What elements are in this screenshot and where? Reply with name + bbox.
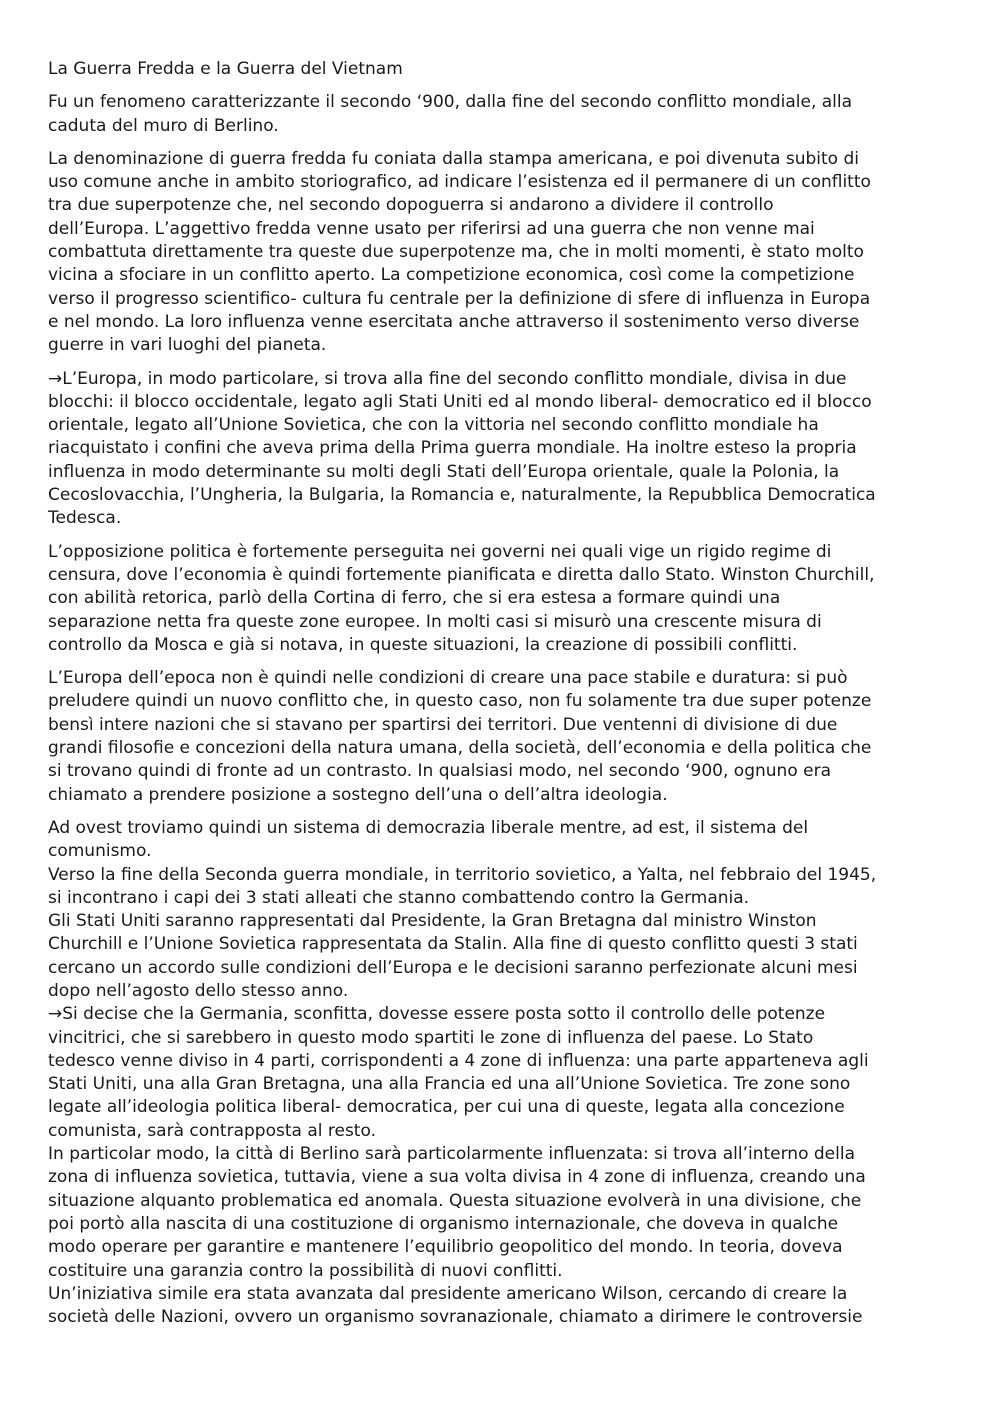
- text-line: blocchi: il blocco occidentale, legato agli Stati Uniti ed al mondo liberal- democratico ed il blocco: [48, 391, 872, 412]
- document-body: [48, 91, 952, 1329]
- text-line: e nel mondo. La loro influenza venne esercitata anche attraverso il sostenimento verso diverse: [48, 311, 860, 332]
- text-line: orientale, legato all’Unione Sovietica, che con la vittoria nel secondo conflitto mondiale ha: [48, 415, 819, 436]
- text-line: società delle Nazioni, ovvero un organismo sovranazionale, chiamato a dirimere le controversie: [48, 1307, 863, 1328]
- text-line: Verso la fine della Seconda guerra mondiale, in territorio sovietico, a Yalta, nel febbraio del 1945,: [48, 864, 877, 885]
- paragraph: [48, 541, 952, 657]
- text-line: modo operare per garantire e mantenere l’equilibrio geopolitico del mondo. In teoria, doveva: [48, 1237, 843, 1258]
- text-line: uso comune anche in ambito storiografico, ad indicare l’esistenza ed il permanere di un conflitto: [48, 172, 871, 193]
- paragraph: [48, 817, 952, 1330]
- text-line: influenza in modo determinante su molti degli Stati dell’Europa orientale, quale la Polonia, la: [48, 461, 840, 482]
- text-line: dopo nell’agosto dello stesso anno.: [48, 980, 349, 1001]
- text-line: verso il progresso scientifico- cultura fu centrale per la definizione di sfere di influenza in Europa: [48, 288, 871, 309]
- text-line: tra due superpotenze che, nel secondo dopoguerra si andarono a dividere il controllo: [48, 195, 774, 216]
- text-line: chiamato a prendere posizione a sostegno dell’una o dell’altra ideologia.: [48, 784, 668, 805]
- text-line: censura, dove l’economia è quindi fortemente pianificata e diretta dallo Stato. Winston Churchill,: [48, 564, 875, 585]
- paragraph: [48, 368, 952, 531]
- text-line: vincitrici, che si sarebbero in questo modo spartiti le zone di influenza del paese. Lo Stato: [48, 1027, 814, 1048]
- text-line: comunismo.: [48, 841, 152, 862]
- text-line: situazione alquanto problematica ed anomala. Questa situazione evolverà in una divisione, che: [48, 1190, 862, 1211]
- text-line: tedesco venne diviso in 4 parti, corrispondenti a 4 zone di influenza: una parte apparteneva agli: [48, 1050, 869, 1071]
- text-line: Cecoslovacchia, l’Ungheria, la Bulgaria, la Romancia e, naturalmente, la Repubblica Democratica: [48, 485, 876, 506]
- text-line: In particolar modo, la città di Berlino sarà particolarmente influenzata: si trova all’interno della: [48, 1144, 856, 1165]
- text-line: vicina a sfociare in un conflitto aperto. La competizione economica, così come la competizione: [48, 265, 855, 286]
- text-line: combattuta direttamente tra queste due superpotenze ma, che in molti momenti, è stato molto: [48, 242, 864, 263]
- text-line: grandi filosofie e concezioni della natura umana, della società, dell’economia e della politica che: [48, 738, 872, 759]
- text-line: riacquistato i confini che aveva prima della Prima guerra mondiale. Ha inoltre esteso la propria: [48, 438, 857, 459]
- text-line: guerre in vari luoghi del pianeta.: [48, 335, 327, 356]
- text-line: preludere quindi un nuovo conflitto che, in questo caso, non fu solamente tra due super potenze: [48, 691, 872, 712]
- text-line: poi portò alla nascita di una costituzione di organismo internazionale, che doveva in qualche: [48, 1213, 839, 1234]
- document-title: La Guerra Fredda e la Guerra del Vietnam: [48, 59, 403, 79]
- text-line: L’Europa dell’epoca non è quindi nelle condizioni di creare una pace stabile e duratura: si può: [48, 668, 848, 689]
- text-line: si incontrano i capi dei 3 stati alleati che stanno combattendo contro la Germania.: [48, 887, 750, 908]
- text-line: →Si decise che la Germania, sconfitta, dovesse essere posta sotto il controllo delle potenze: [48, 1004, 826, 1025]
- paragraph: [48, 148, 952, 358]
- text-line: Churchill e l’Unione Sovietica rappresentata da Stalin. Alla fine di questo conflitto questi 3 stati: [48, 934, 858, 955]
- text-line: L’opposizione politica è fortemente perseguita nei governi nei quali vige un rigido regime di: [48, 541, 832, 562]
- paragraph: [48, 91, 952, 138]
- text-line: Stati Uniti, una alla Gran Bretagna, una alla Francia ed una all’Unione Sovietica. Tre zone sono: [48, 1074, 851, 1095]
- text-line: Gli Stati Uniti saranno rappresentati dal Presidente, la Gran Bretagna dal ministro Winston: [48, 911, 817, 932]
- text-line: comunista, sarà contrapposta al resto.: [48, 1120, 376, 1141]
- text-line: bensì intere nazioni che si stavano per spartirsi dei territori. Due ventenni di divisione di due: [48, 714, 838, 735]
- text-line: separazione netta fra queste zone europee. In molti casi si misurò una crescente misura di: [48, 611, 822, 632]
- text-line: controllo da Mosca e già si notava, in queste situazioni, la creazione di possibili conflitti.: [48, 634, 798, 655]
- text-line: cercano un accordo sulle condizioni dell’Europa e le decisioni saranno perfezionate alcuni mesi: [48, 957, 858, 978]
- text-line: legate all’ideologia politica liberal- democratica, per cui una di queste, legata alla concezione: [48, 1097, 845, 1118]
- paragraph: [48, 667, 952, 807]
- text-line: →L’Europa, in modo particolare, si trova alla fine del secondo conflitto mondiale, divisa in due: [48, 368, 847, 389]
- text-line: dell’Europa. L’aggettivo fredda venne usato per riferirsi ad una guerra che non venne mai: [48, 218, 815, 239]
- text-line: Un’iniziativa simile era stata avanzata dal presidente americano Wilson, cercando di creare la: [48, 1283, 848, 1304]
- text-line: La denominazione di guerra fredda fu coniata dalla stampa americana, e poi divenuta subito di: [48, 148, 859, 169]
- text-line: con abilità retorica, parlò della Cortina di ferro, che si era estesa a formare quindi una: [48, 588, 781, 609]
- text-line: zona di influenza sovietica, tuttavia, viene a sua volta divisa in 4 zone di influenza, creando una: [48, 1167, 866, 1188]
- text-line: Fu un fenomeno caratterizzante il secondo ‘900, dalla fine del secondo conflitto mondiale, alla: [48, 92, 853, 113]
- text-line: Tedesca.: [48, 508, 122, 529]
- text-line: si trovano quindi di fronte ad un contrasto. In qualsiasi modo, nel secondo ‘900, ognuno era: [48, 761, 831, 782]
- text-line: caduta del muro di Berlino.: [48, 115, 279, 136]
- text-line: costituire una garanzia contro la possibilità di nuovi conflitti.: [48, 1260, 563, 1281]
- text-line: Ad ovest troviamo quindi un sistema di democrazia liberale mentre, ad est, il sistema del: [48, 817, 809, 838]
